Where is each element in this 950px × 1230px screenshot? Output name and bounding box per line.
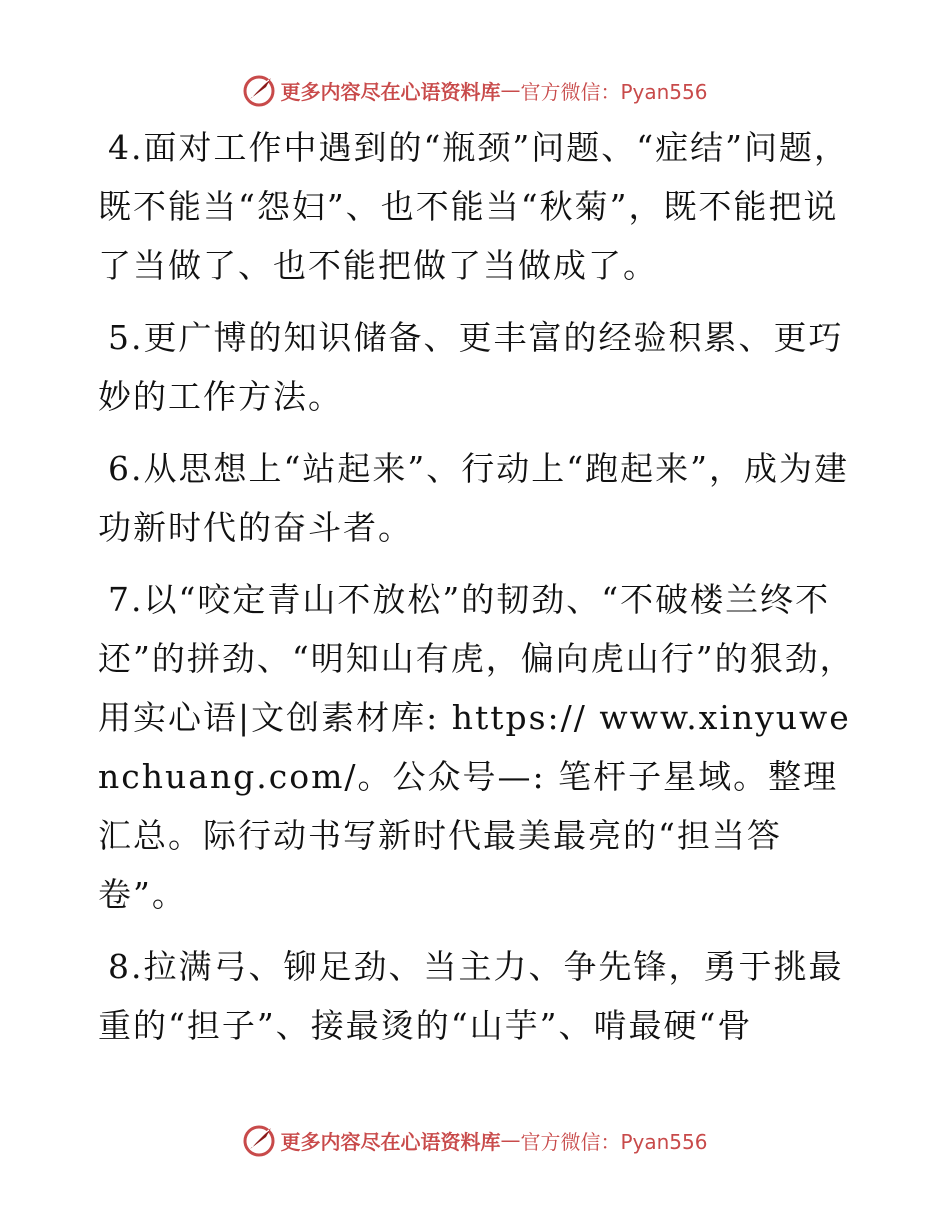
footer-banner <box>0 1120 950 1160</box>
header-separator: — <box>500 78 521 102</box>
footer-contact-text: 官方微信：Pyan556 <box>520 1129 708 1154</box>
header-banner <box>0 70 950 110</box>
header-brand-text: 更多内容尽在心语资料库 <box>280 79 501 104</box>
paragraph-5: 5.更广博的知识储备、更丰富的经验积累、更巧妙的工作方法。 <box>98 318 844 416</box>
document-body <box>98 118 858 1068</box>
footer-separator: — <box>500 1128 521 1152</box>
paragraph-6: 6.从思想上“站起来”、行动上“跑起来”，成为建功新时代的奋斗者。 <box>98 449 849 547</box>
footer-brand-text: 更多内容尽在心语资料库 <box>280 1129 501 1154</box>
quill-circle-icon <box>242 1123 276 1157</box>
paragraph-8: 8.拉满弓、铆足劲、当主力、争先锋，勇于挑最重的“担子”、接最烫的“山芋”、啃最硬“骨 <box>98 947 844 1045</box>
header-contact-text: 官方微信：Pyan556 <box>520 79 708 104</box>
paragraph-7: 7.以“咬定青山不放松”的韧劲、“不破楼兰终不还”的拼劲、“明知山有虎，偏向虎山行”的狠劲，用实心语|文创素材库: https:// www.xinyuwenchuang.com/。公众号—: 笔杆子星域。整理汇总。际行动书写新时代最美最亮的“担当答卷”。 <box>98 580 855 914</box>
paragraph-4: 4.面对工作中遇到的“瓶颈”问题、“症结”问题，既不能当“怨妇”、也不能当“秋菊”，既不能把说了当做了、也不能把做了当做成了。 <box>98 128 849 285</box>
quill-circle-icon <box>242 73 276 107</box>
